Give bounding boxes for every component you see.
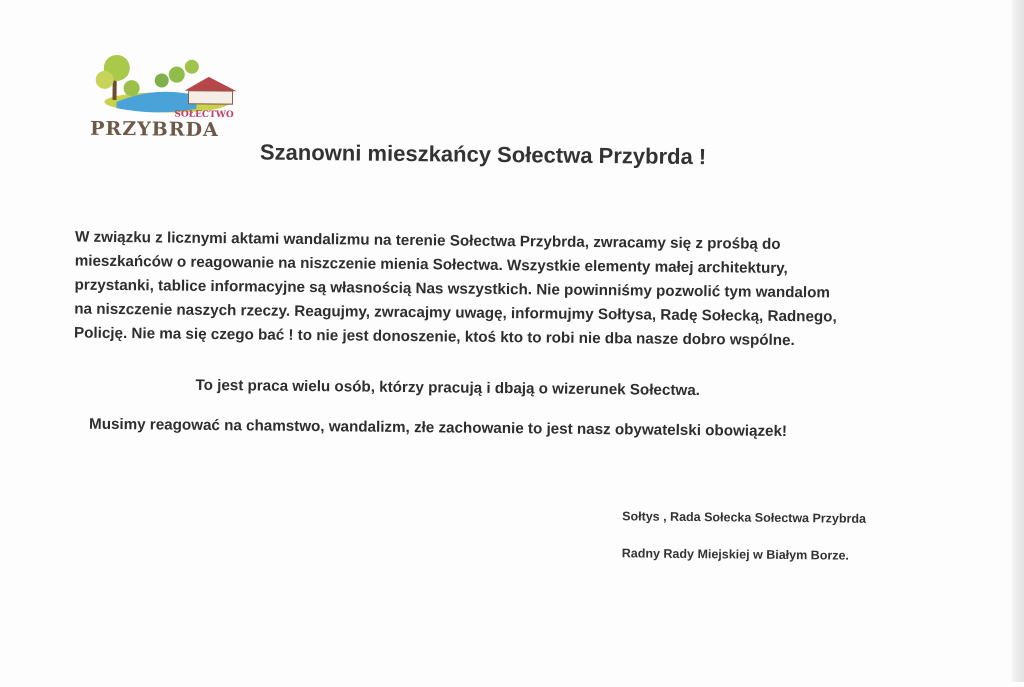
logo-small-text: SOŁECTWO (174, 109, 234, 121)
paragraph-line: przystanki, tablice informacyjne są własnością Nas wszystkich. Nie powinniśmy pozwolić tym wandalom (74, 276, 831, 302)
paragraph-line: W związku z licznymi aktami wandalizmu na terenie Sołectwa Przybrda, zwracamy się z prośbą do (74, 228, 781, 253)
paragraph-line: mieszkańców o reagowanie na niszczenie mienia Sołectwa. Wszystkie elementy małej architektury, (74, 252, 788, 278)
signature-line: Sołtys , Rada Sołecka Sołectwa Przybrda (622, 509, 867, 526)
paragraph-line: na niszczenie naszych rzeczy. Reagujmy, zwracajmy uwagę, informujmy Sołtysa, Radę Sołecką, Radnego, (74, 300, 837, 326)
logo-name: PRZYBRDA (90, 117, 219, 142)
signature-line: Radny Rady Miejskiej w Białym Borze. (621, 546, 850, 563)
statement-line: Musimy reagować na chamstwo, wandalizm, złe zachowanie to jest nasz obywatelski obowiązek! (89, 415, 788, 441)
page-title: Szanowni mieszkańcy Sołectwa Przybrda ! (259, 139, 707, 170)
statement-line: To jest praca wielu osób, którzy pracują i dbają o wizerunek Sołectwa. (195, 376, 700, 400)
paragraph-line: Policję. Nie ma się czego bać ! to nie jest donoszenie, ktoś kto to robi nie dba nasze dobro wspólne. (73, 324, 795, 350)
